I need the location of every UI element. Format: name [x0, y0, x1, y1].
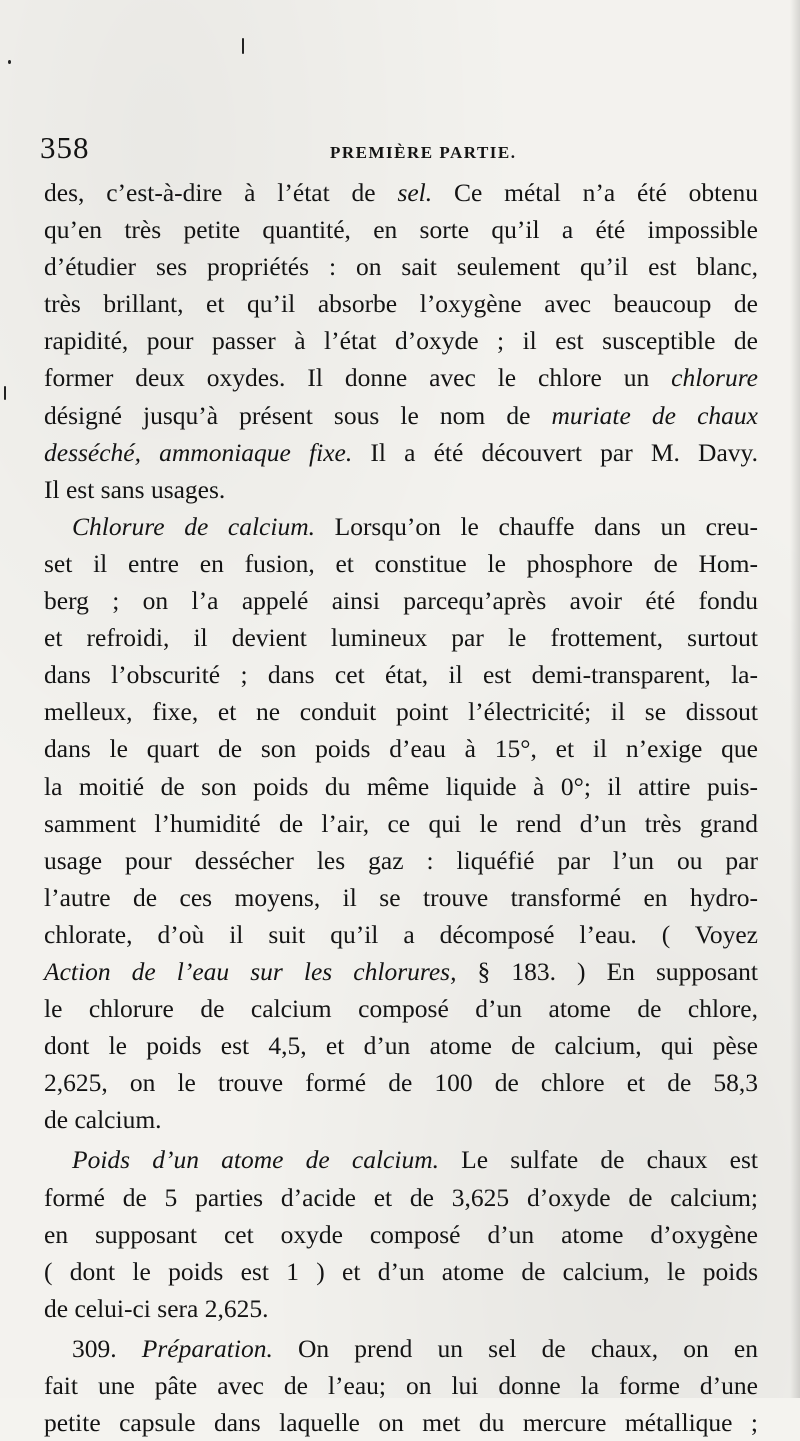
ink-speck	[242, 38, 244, 54]
body-text	[44, 174, 758, 1441]
section-heading: Poids d’un atome de calcium.	[72, 1145, 439, 1175]
text-line: de celui-ci sera 2,625.	[44, 1293, 269, 1323]
text-line: melleux, fixe, et ne conduit point l’électricité; il se dissout	[44, 697, 758, 727]
paragraph-number: 309.	[72, 1333, 142, 1363]
page-number: 358	[40, 130, 90, 165]
text-line	[44, 359, 758, 396]
section-heading-line	[44, 1141, 758, 1178]
text-line: 2,625, on le trouve formé de 100 de chlore et de 58,3	[44, 1068, 758, 1098]
text-line	[44, 174, 758, 211]
text-line: samment l’humidité de l’air, ce qui le rend d’un très grand	[44, 808, 758, 838]
text-span: former deux oxydes. Il donne avec le chlore un	[44, 363, 672, 393]
text-line: l’autre de ces moyens, il se trouve transformé en hydro-	[44, 882, 758, 912]
text-line: Il est sans usages.	[44, 474, 226, 504]
ink-speck	[8, 60, 11, 64]
text-line: qu’en très petite quantité, en sorte qu’il a été impossible	[44, 215, 758, 245]
text-line: petite capsule dans laquelle on met du mercure métallique ;	[44, 1408, 758, 1438]
text-line: de calcium.	[44, 1105, 162, 1135]
italic-text: chlorure	[671, 363, 758, 393]
text-line: dont le poids est 4,5, et d’un atome de calcium, qui pèse	[44, 1031, 758, 1061]
text-line	[44, 397, 758, 434]
text-line: set il entre en fusion, et constitue le phosphore de Hom-	[44, 548, 758, 578]
text-span: § 183. ) En supposant	[456, 956, 758, 986]
section-heading: Chlorure de calcium.	[72, 511, 315, 541]
text-span: des, c’est-à-dire à l’état de	[44, 178, 398, 207]
text-line: très brillant, et qu’il absorbe l’oxygène avec beaucoup de	[44, 289, 758, 319]
ink-speck	[4, 386, 6, 400]
page-edge-shadow	[790, 0, 800, 1398]
text-line: usage pour dessécher les gaz : liquéfié par l’un ou par	[44, 845, 758, 875]
text-line	[44, 434, 758, 471]
section-heading: Préparation.	[141, 1333, 273, 1363]
italic-text: Action de l’eau sur les chlorures,	[44, 956, 457, 986]
text-span: désigné jusqu’à présent sous le nom de	[44, 400, 552, 430]
text-line: d’étudier ses propriétés : on sait seulement qu’il est blanc,	[44, 252, 758, 282]
text-span: Le sulfate de chaux est	[439, 1145, 758, 1175]
text-line: le chlorure de calcium composé d’un atome de chlore,	[44, 994, 758, 1024]
italic-text: sel.	[397, 178, 433, 207]
text-line: chlorate, d’où il suit qu’il a décomposé l’eau. ( Voyez	[44, 919, 758, 949]
italic-text: desséché, ammoniaque fixe.	[44, 437, 353, 467]
running-head: PREMIÈRE PARTIE.	[330, 143, 517, 162]
text-span: Lorsqu’on le chauffe dans un creu-	[314, 511, 758, 541]
text-line: formé de 5 parties d’acide et de 3,625 d’oxyde de calcium;	[44, 1182, 758, 1212]
text-line: dans l’obscurité ; dans cet état, il est demi-transparent, la-	[44, 660, 758, 690]
text-line: en supposant cet oxyde composé d’un atome d’oxygène	[44, 1219, 758, 1249]
text-line: ( dont le poids est 1 ) et d’un atome de calcium, le poids	[44, 1256, 758, 1286]
text-span: Ce métal n’a été obtenu	[432, 178, 759, 207]
text-span: Il a été découvert par M. Davy.	[352, 437, 758, 467]
section-heading-line	[44, 1330, 758, 1367]
text-span: On prend un sel de chaux, on en	[272, 1333, 758, 1363]
text-line: dans le quart de son poids d’eau à 15°, et il n’exige que	[44, 734, 758, 764]
page-header	[40, 130, 760, 170]
text-line	[44, 953, 758, 990]
italic-text: muriate de chaux	[551, 400, 758, 430]
text-line: la moitié de son poids du même liquide à 0°; il attire puis-	[44, 771, 758, 801]
text-line: et refroidi, il devient lumineux par le frottement, surtout	[44, 623, 758, 653]
text-line: fait une pâte avec de l’eau; on lui donne la forme d’une	[44, 1371, 758, 1400]
text-line: berg ; on l’a appelé ainsi parcequ’après avoir été fondu	[44, 586, 758, 616]
section-heading-line	[44, 508, 758, 545]
text-line: rapidité, pour passer à l’état d’oxyde ; il est susceptible de	[44, 326, 758, 356]
